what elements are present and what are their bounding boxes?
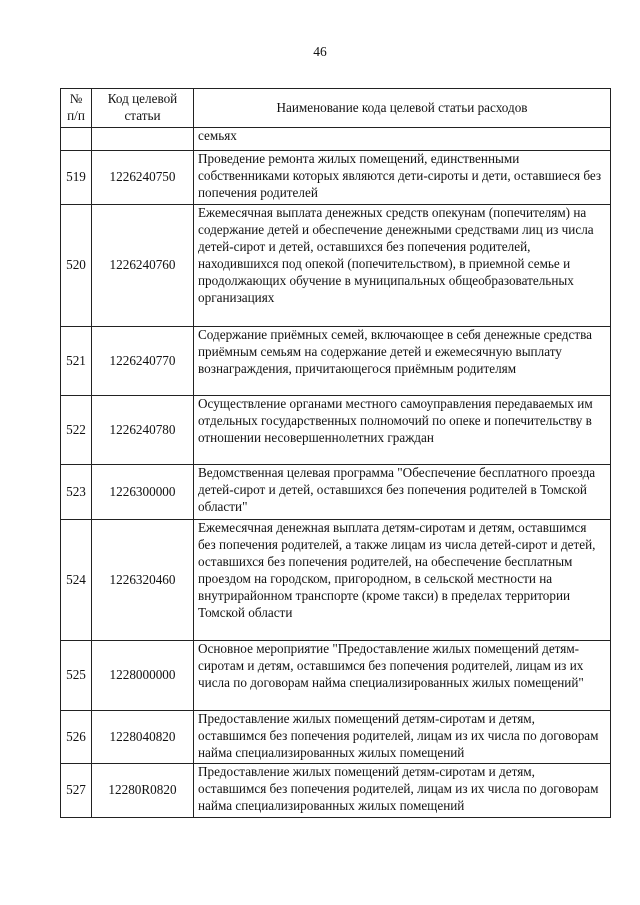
row-code: 1226240750 [92, 151, 194, 205]
table-row [61, 327, 611, 396]
row-number [61, 128, 92, 151]
header-name: Наименование кода целевой статьи расходов [194, 89, 611, 128]
table-row-continuation [61, 128, 611, 151]
table-row [61, 520, 611, 641]
row-number: 519 [61, 151, 92, 205]
row-number: 526 [61, 711, 92, 764]
target-expense-codes-table [60, 88, 611, 818]
row-number: 522 [61, 396, 92, 465]
row-name: Предоставление жилых помещений детям-сиротам и детям, оставшимся без попечения родителей, лицам из их числа по договорам найма специализированных жилых помещений [194, 764, 611, 818]
row-number: 521 [61, 327, 92, 396]
row-name: Ведомственная целевая программа "Обеспечение бесплатного проезда детей-сирот и детей, оставшихся без попечения родителей в Томской области" [194, 465, 611, 520]
table-row [61, 465, 611, 520]
header-row [61, 89, 611, 128]
row-name: Осуществление органами местного самоуправления передаваемых им отдельных государственных полномочий по опеке и попечительству в отношении несовершеннолетних граждан [194, 396, 611, 465]
table-row [61, 764, 611, 818]
row-number: 524 [61, 520, 92, 641]
row-code: 1226240770 [92, 327, 194, 396]
table-row [61, 396, 611, 465]
row-code: 12280R0820 [92, 764, 194, 818]
page-number: 46 [313, 44, 327, 59]
row-code: 1226240780 [92, 396, 194, 465]
table-row [61, 151, 611, 205]
table-row [61, 205, 611, 327]
row-name: Предоставление жилых помещений детям-сиротам и детям, оставшимся без попечения родителей, лицам из их числа по договорам найма специализированных жилых помещений [194, 711, 611, 764]
row-code: 1226240760 [92, 205, 194, 327]
row-name: Проведение ремонта жилых помещений, единственными собственниками которых являются дети-сироты и дети, оставшиеся без попечения родителей [194, 151, 611, 205]
row-name: Ежемесячная выплата денежных средств опекунам (попечителям) на содержание детей и обеспечение денежными средствами лиц из числа детей-сирот и детей, оставшихся без попечения родителей, находившихся под опекой (попечительством), в приемной семье и продолжающих обучение в муниципальных общеобразовательных организациях [194, 205, 611, 327]
header-code: Код целевой статьи [92, 89, 194, 128]
row-code: 1228000000 [92, 641, 194, 711]
row-number: 527 [61, 764, 92, 818]
row-name: Основное мероприятие "Предоставление жилых помещений детям-сиротам и детям, оставшимся без попечения родителей, лицам из их числа по договорам найма специализированных жилых помещений" [194, 641, 611, 711]
row-code: 1226320460 [92, 520, 194, 641]
table-row [61, 711, 611, 764]
row-name: семьях [194, 128, 611, 151]
row-code: 1228040820 [92, 711, 194, 764]
row-code [92, 128, 194, 151]
row-number: 523 [61, 465, 92, 520]
row-name: Содержание приёмных семей, включающее в себя денежные средства приёмным семьям на содержание детей и ежемесячную выплату вознаграждения, причитающегося приёмным родителям [194, 327, 611, 396]
row-name: Ежемесячная денежная выплата детям-сиротам и детям, оставшимся без попечения родителей, а также лицам из числа детей-сирот и детей, оставшихся без попечения родителей, на обеспечение бесплатным проездом на городском, пригородном, в сельской местности на внутрирайонном транспорте (кроме такси) в пределах территории Томской области [194, 520, 611, 641]
table-row [61, 641, 611, 711]
row-code: 1226300000 [92, 465, 194, 520]
header-number: № п/п [61, 89, 92, 128]
row-number: 520 [61, 205, 92, 327]
row-number: 525 [61, 641, 92, 711]
